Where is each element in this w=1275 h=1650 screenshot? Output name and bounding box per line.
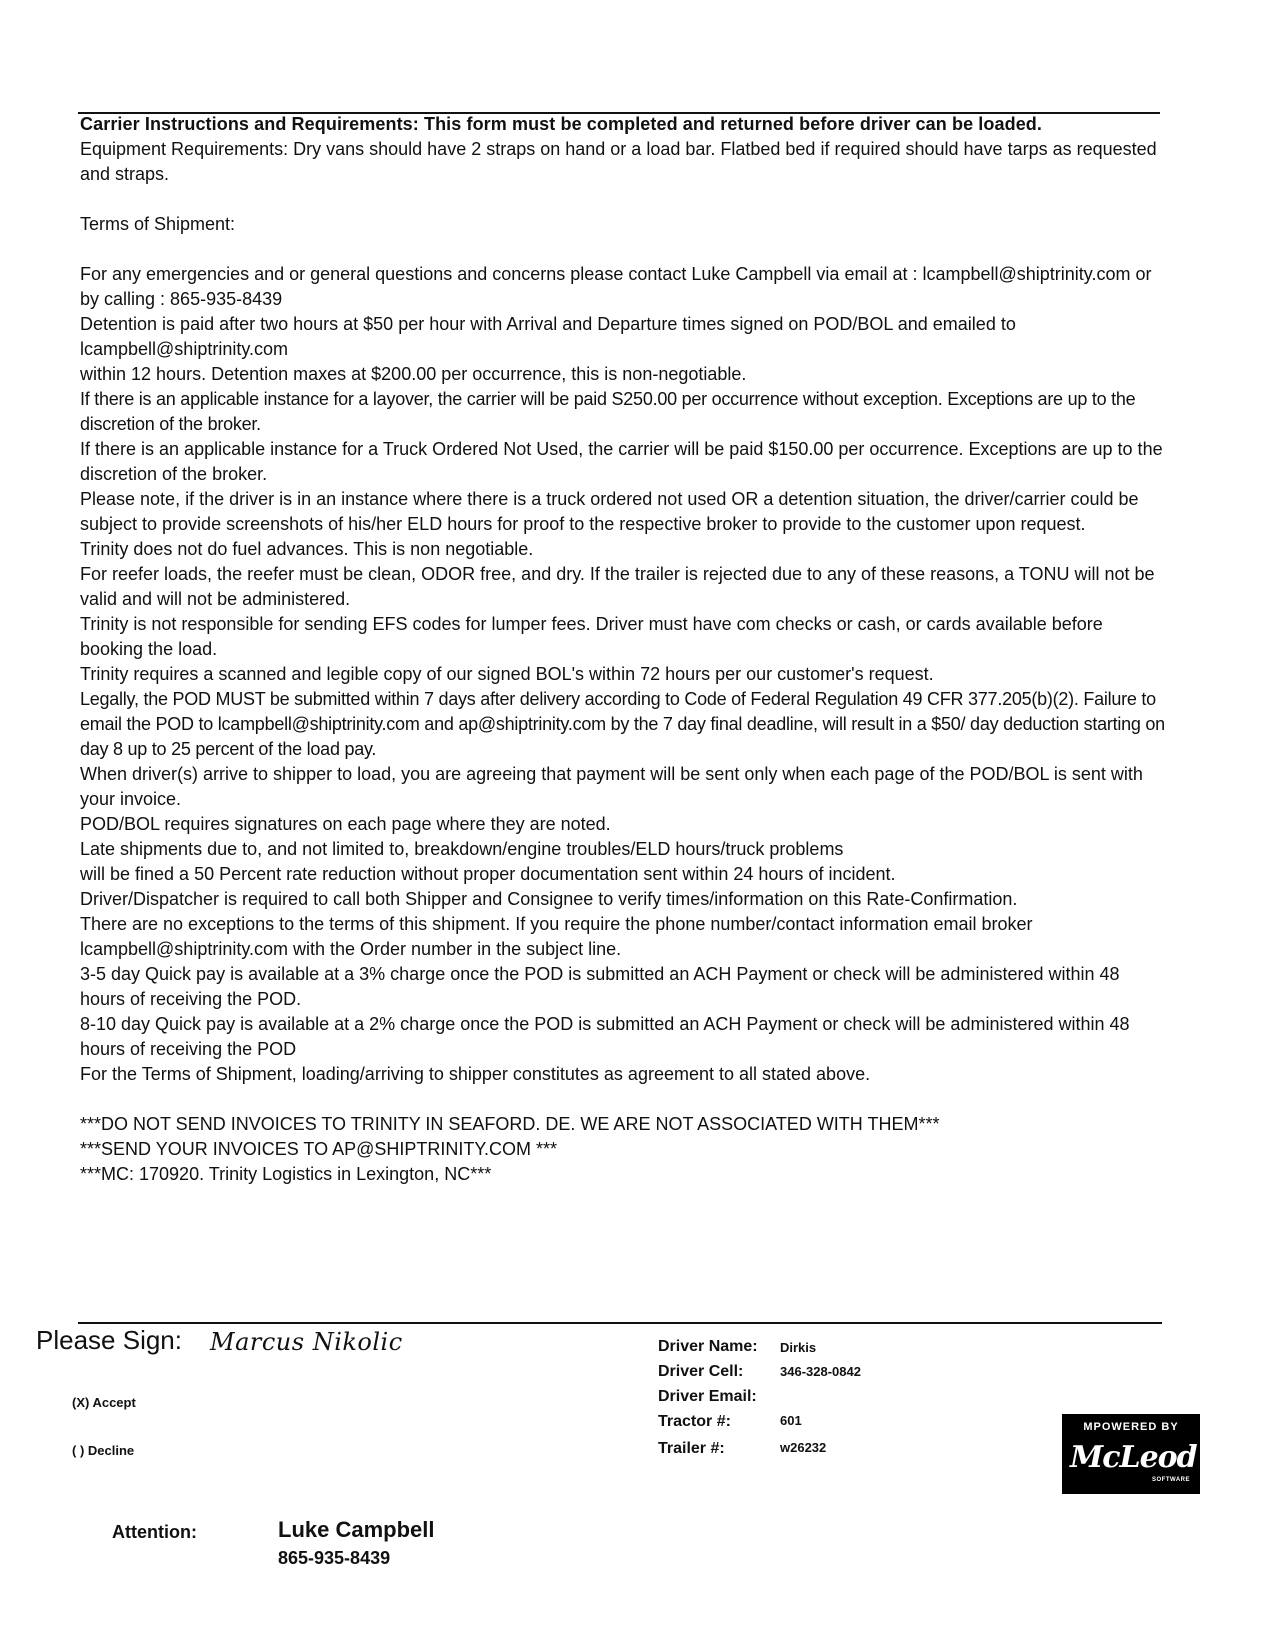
please-sign-label: Please Sign: <box>36 1325 182 1355</box>
terms-line: 8-10 day Quick pay is available at a 2% charge once the POD is submitted an ACH Payment or check will be administered within 48 hours of receiving the POD <box>80 1014 1130 1059</box>
signature-field[interactable]: Marcus Nikolic <box>210 1328 403 1356</box>
terms-line: Detention is paid after two hours at $50 per hour with Arrival and Departure times signed on POD/BOL and emailed to lcampbell@shiptrinity.com <box>80 314 1016 359</box>
logo-brand: McLeod <box>1070 1440 1197 1475</box>
instructions-header: Carrier Instructions and Requirements: This form must be completed and returned before driver can be loaded. <box>80 114 1042 134</box>
attention-name: Luke Campbell <box>278 1517 435 1542</box>
driver-cell-value: 346-328-0842 <box>780 1364 861 1379</box>
notice-line: ***MC: 170920. Trinity Logistics in Lexington, NC*** <box>80 1164 492 1184</box>
trailer-label: Trailer #: <box>658 1440 725 1457</box>
terms-line: If there is an applicable instance for a layover, the carrier will be paid S250.00 per occurrence without exception. Exceptions are up to the discretion of the broker. <box>80 389 1136 434</box>
logo-powered-by: MPOWERED BY <box>1083 1421 1179 1433</box>
terms-line: Please note, if the driver is in an instance where there is a truck ordered not used OR a detention situation, the driver/carrier could be subject to provide screenshots of his/her ELD hours for proof to the respective broker to provide to the customer upon request. <box>80 489 1139 534</box>
attention-label: Attention: <box>112 1522 197 1542</box>
carrier-instructions <box>80 112 1165 1187</box>
tractor-value: 601 <box>780 1413 802 1428</box>
trailer-value: w26232 <box>780 1440 827 1455</box>
notice-line: ***DO NOT SEND INVOICES TO TRINITY IN SEAFORD. DE. WE ARE NOT ASSOCIATED WITH THEM*** <box>80 1114 940 1134</box>
terms-line: If there is an applicable instance for a Truck Ordered Not Used, the carrier will be paid $150.00 per occurrence. Exceptions are up to the discretion of the broker. <box>80 439 1163 484</box>
driver-email-label: Driver Email: <box>658 1388 757 1405</box>
terms-line: will be fined a 50 Percent rate reduction without proper documentation sent within 24 hours of incident. <box>80 864 896 884</box>
terms-heading: Terms of Shipment: <box>80 214 236 234</box>
terms-line: For reefer loads, the reefer must be clean, ODOR free, and dry. If the trailer is rejected due to any of these reasons, a TONU will not be valid and will not be administered. <box>80 564 1155 609</box>
decline-option[interactable]: ( ) Decline <box>72 1443 135 1458</box>
terms-line: When driver(s) arrive to shipper to load, you are agreeing that payment will be sent only when each page of the POD/BOL is sent with your invoice. <box>80 764 1143 809</box>
notice-line: ***SEND YOUR INVOICES TO AP@SHIPTRINITY.COM *** <box>80 1139 558 1159</box>
mcleod-software-logo <box>1062 1414 1200 1494</box>
terms-line: Trinity is not responsible for sending EFS codes for lumper fees. Driver must have com checks or cash, or cards available before booking the load. <box>80 614 1103 659</box>
terms-line: within 12 hours. Detention maxes at $200.00 per occurrence, this is non-negotiable. <box>80 364 747 384</box>
attention-phone: 865-935-8439 <box>278 1548 391 1568</box>
terms-line: For the Terms of Shipment, loading/arriving to shipper constitutes as agreement to all stated above. <box>80 1064 871 1084</box>
terms-line: Driver/Dispatcher is required to call both Shipper and Consignee to verify times/information on this Rate-Confirmation. <box>80 889 1018 909</box>
tractor-label: Tractor #: <box>658 1413 731 1430</box>
equipment-requirements: Equipment Requirements: Dry vans should have 2 straps on hand or a load bar. Flatbed bed if required should have tarps as requested and straps. <box>80 139 1157 184</box>
accept-option[interactable]: (X) Accept <box>72 1395 136 1410</box>
terms-line: 3-5 day Quick pay is available at a 3% charge once the POD is submitted an ACH Payment or check will be administered within 48 hours of receiving the POD. <box>80 964 1120 1009</box>
terms-line: POD/BOL requires signatures on each page where they are noted. <box>80 814 611 834</box>
logo-software: SOFTWARE <box>1152 1477 1190 1483</box>
terms-line: There are no exceptions to the terms of this shipment. If you require the phone number/contact information email broker lcampbell@shiptrinity.com with the Order number in the subject line. <box>80 914 1033 959</box>
driver-name-value: Dirkis <box>780 1340 817 1355</box>
terms-line: For any emergencies and or general questions and concerns please contact Luke Campbell via email at : lcampbell@shiptrinity.com or by calling : 865-935-8439 <box>80 264 1152 309</box>
driver-name-label: Driver Name: <box>658 1338 758 1355</box>
terms-line: Trinity does not do fuel advances. This is non negotiable. <box>80 539 534 559</box>
driver-cell-label: Driver Cell: <box>658 1363 744 1380</box>
terms-line: Trinity requires a scanned and legible copy of our signed BOL's within 72 hours per our customer's request. <box>80 664 934 684</box>
terms-line: Legally, the POD MUST be submitted within 7 days after delivery according to Code of Federal Regulation 49 CFR 377.205(b)(2). Failure to email the POD to lcampbell@shiptrinity.com and ap@shiptrinity.com by the 7 day final deadline, will result in a $50/ day deduction starting on day 8 up to 25 percent of the load pay. <box>80 689 1165 759</box>
signature-divider <box>78 1322 1162 1324</box>
terms-line: Late shipments due to, and not limited to, breakdown/engine troubles/ELD hours/truck problems <box>80 839 844 859</box>
